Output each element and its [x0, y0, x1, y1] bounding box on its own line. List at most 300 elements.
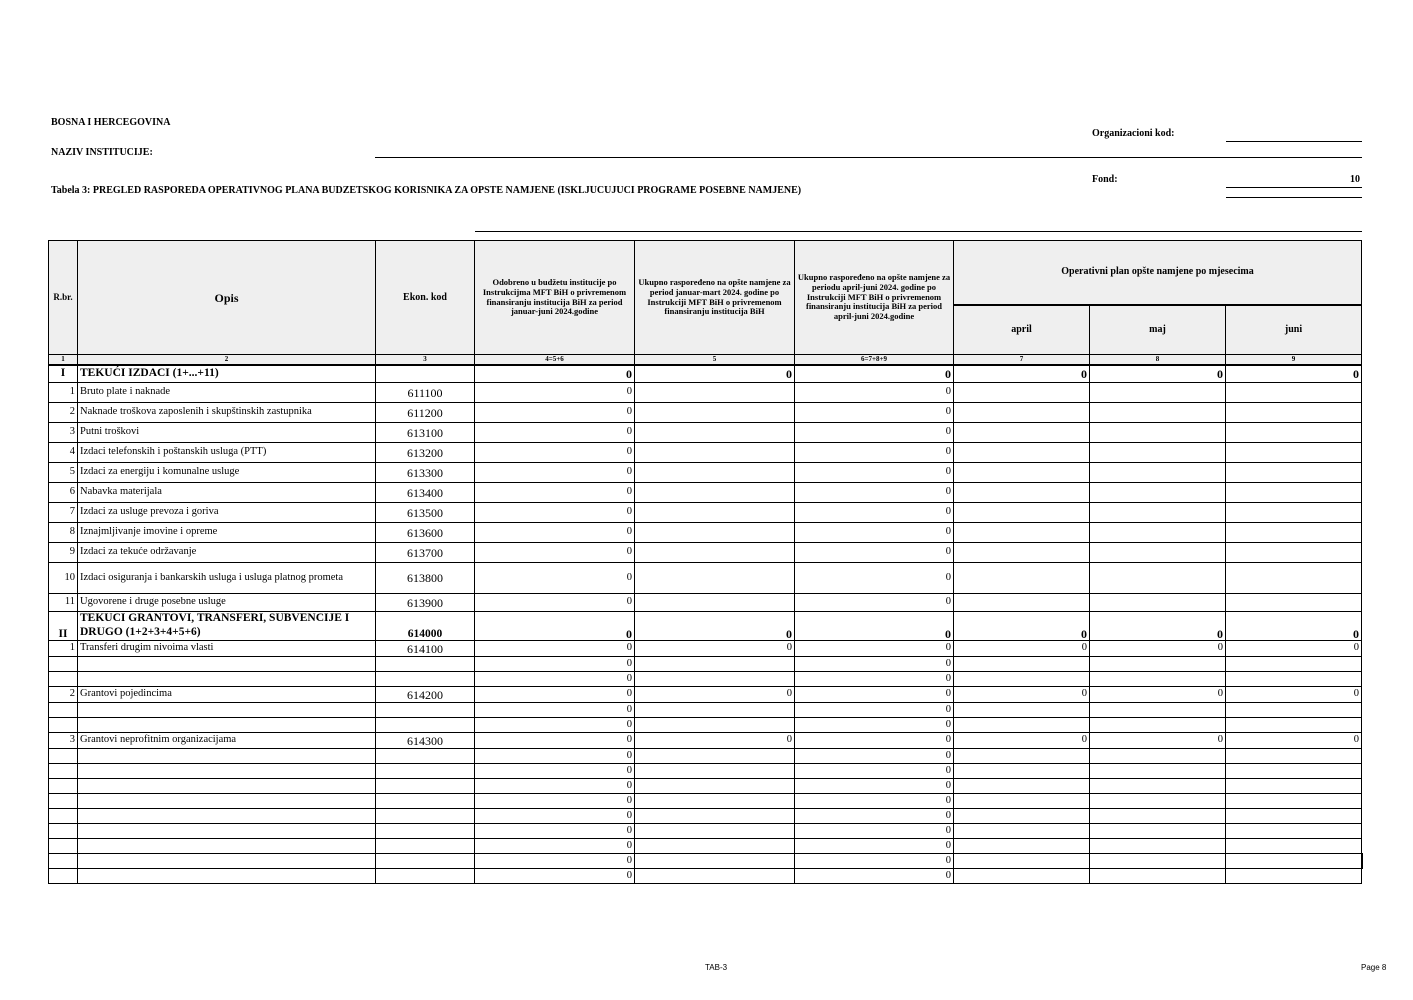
column-number: 9 — [1226, 355, 1362, 365]
row-number-cell[interactable]: 5 — [49, 463, 78, 483]
amount-cell[interactable] — [1226, 503, 1362, 523]
description-cell[interactable]: Ugovorene i druge posebne usluge — [78, 594, 376, 612]
amount-cell[interactable] — [635, 779, 795, 794]
description-cell[interactable] — [78, 672, 376, 687]
amount-cell[interactable]: 0 — [475, 703, 635, 718]
amount-cell[interactable] — [635, 839, 795, 854]
row-number-cell[interactable] — [49, 764, 78, 779]
description-cell[interactable] — [78, 657, 376, 672]
description-cell[interactable] — [78, 809, 376, 824]
economic-code-cell[interactable] — [376, 824, 475, 839]
amount-cell[interactable]: 0 — [795, 764, 954, 779]
table-top-rule — [475, 231, 1362, 232]
amount-cell[interactable] — [635, 423, 795, 443]
economic-code-cell[interactable] — [376, 718, 475, 733]
row-number-cell[interactable] — [49, 794, 78, 809]
amount-cell[interactable]: 0 — [795, 365, 954, 383]
amount-cell[interactable] — [635, 523, 795, 543]
row-number-cell[interactable] — [49, 749, 78, 764]
amount-cell[interactable] — [1090, 869, 1226, 884]
amount-cell[interactable] — [954, 672, 1090, 687]
amount-cell[interactable]: 0 — [795, 523, 954, 543]
amount-cell[interactable]: 0 — [475, 423, 635, 443]
amount-cell[interactable]: 0 — [795, 733, 954, 749]
amount-cell[interactable] — [1226, 523, 1362, 543]
amount-cell[interactable]: 0 — [795, 641, 954, 657]
header-april: april — [954, 305, 1090, 355]
description-cell[interactable]: Izdaci osiguranja i bankarskih usluga i usluga platnog prometa — [78, 563, 376, 594]
amount-cell[interactable]: 0 — [795, 423, 954, 443]
amount-cell[interactable]: 0 — [795, 483, 954, 503]
amount-cell[interactable]: 0 — [635, 612, 795, 641]
amount-cell[interactable] — [954, 794, 1090, 809]
column-number: 1 — [49, 355, 78, 365]
amount-cell[interactable] — [954, 443, 1090, 463]
amount-cell[interactable]: 0 — [954, 641, 1090, 657]
row-number-cell[interactable] — [49, 854, 78, 869]
amount-cell[interactable] — [1226, 779, 1362, 794]
description-cell[interactable]: Transferi drugim nivoima vlasti — [78, 641, 376, 657]
amount-cell[interactable]: 0 — [475, 839, 635, 854]
header-maj: maj — [1090, 305, 1226, 355]
fund-label: Fond: — [1092, 174, 1118, 185]
amount-cell[interactable]: 0 — [1090, 365, 1226, 383]
amount-cell[interactable]: 0 — [475, 403, 635, 423]
amount-cell[interactable]: 0 — [635, 641, 795, 657]
amount-cell[interactable] — [954, 503, 1090, 523]
amount-cell[interactable] — [954, 563, 1090, 594]
amount-cell[interactable] — [1090, 749, 1226, 764]
economic-code-cell[interactable] — [376, 869, 475, 884]
amount-cell[interactable] — [635, 483, 795, 503]
column-number: 6=7+8+9 — [795, 355, 954, 365]
amount-cell[interactable]: 0 — [795, 612, 954, 641]
economic-code-cell[interactable]: 613100 — [376, 423, 475, 443]
column-number: 2 — [78, 355, 376, 365]
amount-cell[interactable]: 0 — [475, 443, 635, 463]
column-number: 5 — [635, 355, 795, 365]
table-row — [49, 383, 1362, 403]
row-number-cell[interactable]: 7 — [49, 503, 78, 523]
amount-cell[interactable] — [1090, 543, 1226, 563]
description-cell[interactable] — [78, 824, 376, 839]
amount-cell[interactable]: 0 — [475, 749, 635, 764]
amount-cell[interactable]: 0 — [475, 383, 635, 403]
amount-cell[interactable] — [954, 839, 1090, 854]
row-number-cell[interactable]: 3 — [49, 733, 78, 749]
amount-cell[interactable]: 0 — [795, 563, 954, 594]
amount-cell[interactable] — [1226, 824, 1362, 839]
amount-cell[interactable] — [635, 594, 795, 612]
amount-cell[interactable]: 0 — [475, 563, 635, 594]
amount-cell[interactable]: 0 — [475, 463, 635, 483]
amount-cell[interactable] — [1226, 563, 1362, 594]
amount-cell[interactable] — [1090, 809, 1226, 824]
description-cell[interactable] — [78, 794, 376, 809]
amount-cell[interactable] — [954, 854, 1090, 869]
row-number-cell[interactable]: 2 — [49, 687, 78, 703]
description-cell[interactable] — [78, 839, 376, 854]
economic-code-cell[interactable] — [376, 365, 475, 383]
row-number-cell[interactable] — [49, 657, 78, 672]
amount-cell[interactable]: 0 — [795, 594, 954, 612]
amount-cell[interactable] — [1226, 839, 1362, 854]
amount-cell[interactable]: 0 — [795, 779, 954, 794]
amount-cell[interactable]: 0 — [954, 365, 1090, 383]
amount-cell[interactable] — [1226, 794, 1362, 809]
row-number-cell[interactable] — [49, 869, 78, 884]
amount-cell[interactable] — [1090, 839, 1226, 854]
row-number-cell[interactable]: 8 — [49, 523, 78, 543]
amount-cell[interactable] — [954, 779, 1090, 794]
amount-cell[interactable] — [1090, 703, 1226, 718]
amount-cell[interactable] — [635, 463, 795, 483]
table-row — [49, 809, 1362, 824]
amount-cell[interactable] — [954, 594, 1090, 612]
row-number-cell[interactable] — [49, 718, 78, 733]
amount-cell[interactable]: 0 — [795, 794, 954, 809]
row-number-cell[interactable]: II — [49, 612, 78, 641]
row-number-cell[interactable]: 2 — [49, 403, 78, 423]
description-cell[interactable]: Izdaci za energiju i komunalne usluge — [78, 463, 376, 483]
amount-cell[interactable] — [1090, 383, 1226, 403]
amount-cell[interactable] — [954, 463, 1090, 483]
amount-cell[interactable] — [954, 764, 1090, 779]
amount-cell[interactable] — [954, 523, 1090, 543]
description-cell[interactable] — [78, 854, 376, 869]
amount-cell[interactable]: 0 — [795, 854, 954, 869]
amount-cell[interactable]: 0 — [1226, 733, 1362, 749]
amount-cell[interactable]: 0 — [635, 733, 795, 749]
amount-cell[interactable] — [635, 824, 795, 839]
amount-cell[interactable] — [635, 869, 795, 884]
row-number-cell[interactable]: 11 — [49, 594, 78, 612]
amount-cell[interactable]: 0 — [795, 718, 954, 733]
economic-code-cell[interactable] — [376, 657, 475, 672]
amount-cell[interactable] — [1090, 523, 1226, 543]
amount-cell[interactable]: 0 — [475, 854, 635, 869]
amount-cell[interactable]: 0 — [475, 523, 635, 543]
amount-cell[interactable]: 0 — [954, 733, 1090, 749]
amount-cell[interactable] — [635, 563, 795, 594]
economic-code-cell[interactable]: 613500 — [376, 503, 475, 523]
economic-code-cell[interactable] — [376, 764, 475, 779]
amount-cell[interactable] — [1090, 718, 1226, 733]
table-row — [49, 523, 1362, 543]
amount-cell[interactable] — [1090, 423, 1226, 443]
amount-cell[interactable] — [1090, 503, 1226, 523]
institution-name-line[interactable] — [375, 157, 1362, 158]
economic-code-cell[interactable]: 613200 — [376, 443, 475, 463]
amount-cell[interactable] — [1226, 423, 1362, 443]
amount-cell[interactable] — [635, 403, 795, 423]
amount-cell[interactable]: 0 — [1226, 687, 1362, 703]
amount-cell[interactable]: 0 — [635, 365, 795, 383]
economic-code-cell[interactable]: 613800 — [376, 563, 475, 594]
amount-cell[interactable]: 0 — [475, 779, 635, 794]
amount-cell[interactable]: 0 — [475, 824, 635, 839]
amount-cell[interactable] — [1226, 594, 1362, 612]
amount-cell[interactable] — [635, 809, 795, 824]
description-cell[interactable]: Grantovi pojedincima — [78, 687, 376, 703]
column-number: 3 — [376, 355, 475, 365]
amount-cell[interactable] — [954, 703, 1090, 718]
amount-cell[interactable] — [1226, 672, 1362, 687]
amount-cell[interactable]: 0 — [475, 764, 635, 779]
row-number-cell[interactable] — [49, 672, 78, 687]
amount-cell[interactable] — [1226, 443, 1362, 463]
sheet-label: TAB-3 — [705, 963, 728, 972]
table-row — [49, 687, 1362, 703]
amount-cell[interactable]: 0 — [795, 687, 954, 703]
amount-cell[interactable] — [635, 383, 795, 403]
row-number-cell[interactable] — [49, 779, 78, 794]
economic-code-cell[interactable]: 611100 — [376, 383, 475, 403]
description-cell[interactable] — [78, 718, 376, 733]
amount-cell[interactable]: 0 — [475, 657, 635, 672]
amount-cell[interactable]: 0 — [1226, 612, 1362, 641]
column-number: 7 — [954, 355, 1090, 365]
description-cell[interactable]: Iznajmljivanje imovine i opreme — [78, 523, 376, 543]
amount-cell[interactable] — [1090, 779, 1226, 794]
amount-cell[interactable] — [1090, 794, 1226, 809]
row-number-cell[interactable] — [49, 824, 78, 839]
economic-code-cell[interactable] — [376, 839, 475, 854]
economic-code-cell[interactable]: 613700 — [376, 543, 475, 563]
amount-cell[interactable] — [635, 718, 795, 733]
amount-cell[interactable]: 0 — [475, 733, 635, 749]
description-cell[interactable] — [78, 764, 376, 779]
description-cell[interactable]: TEKUCI GRANTOVI, TRANSFERI, SUBVENCIJE I DRUGO (1+2+3+4+5+6) — [78, 612, 376, 641]
amount-cell[interactable] — [1090, 824, 1226, 839]
amount-cell[interactable]: 0 — [795, 503, 954, 523]
header-apr-jun-allocation: Ukupno raspoređeno na opšte namjene za periodu april-juni 2024. godine po Instrukciji MFT BiH o privremenom finansiranju institucija BiH za period april-juni 2024.godine — [795, 241, 954, 355]
amount-cell[interactable] — [1226, 543, 1362, 563]
amount-cell[interactable] — [954, 423, 1090, 443]
row-number-cell[interactable]: 1 — [49, 383, 78, 403]
description-cell[interactable]: Bruto plate i naknade — [78, 383, 376, 403]
economic-code-cell[interactable]: 614300 — [376, 733, 475, 749]
economic-code-cell[interactable] — [376, 854, 475, 869]
economic-code-cell[interactable]: 613300 — [376, 463, 475, 483]
row-number-cell[interactable]: 3 — [49, 423, 78, 443]
amount-cell[interactable] — [1090, 563, 1226, 594]
description-cell[interactable] — [78, 779, 376, 794]
amount-cell[interactable] — [1226, 809, 1362, 824]
economic-code-cell[interactable] — [376, 809, 475, 824]
amount-cell[interactable] — [1226, 869, 1362, 884]
amount-cell[interactable] — [1226, 749, 1362, 764]
amount-cell[interactable]: 0 — [795, 869, 954, 884]
amount-cell[interactable] — [635, 443, 795, 463]
amount-cell[interactable] — [635, 749, 795, 764]
amount-cell[interactable]: 0 — [1090, 641, 1226, 657]
country-label: BOSNA I HERCEGOVINA — [51, 117, 171, 128]
description-cell[interactable]: TEKUĆI IZDACI (1+...+11) — [78, 365, 376, 383]
table-row — [49, 839, 1362, 854]
economic-code-cell[interactable]: 614000 — [376, 612, 475, 641]
economic-code-cell[interactable]: 614200 — [376, 687, 475, 703]
amount-cell[interactable]: 0 — [795, 383, 954, 403]
economic-code-cell[interactable]: 613600 — [376, 523, 475, 543]
org-code-label: Organizacioni kod: — [1092, 128, 1175, 139]
economic-code-cell[interactable]: 614100 — [376, 641, 475, 657]
amount-cell[interactable] — [1090, 443, 1226, 463]
amount-cell[interactable]: 0 — [1090, 733, 1226, 749]
table-row — [49, 703, 1362, 718]
amount-cell[interactable] — [1226, 854, 1362, 869]
amount-cell[interactable] — [635, 543, 795, 563]
amount-cell[interactable] — [635, 672, 795, 687]
row-number-cell[interactable] — [49, 809, 78, 824]
description-cell[interactable] — [78, 869, 376, 884]
table-row — [49, 483, 1362, 503]
amount-cell[interactable] — [1090, 657, 1226, 672]
row-number-cell[interactable]: 6 — [49, 483, 78, 503]
amount-cell[interactable]: 0 — [795, 463, 954, 483]
amount-cell[interactable]: 0 — [475, 612, 635, 641]
amount-cell[interactable]: 0 — [475, 794, 635, 809]
amount-cell[interactable]: 0 — [795, 809, 954, 824]
amount-cell[interactable] — [1226, 403, 1362, 423]
economic-code-cell[interactable] — [376, 672, 475, 687]
amount-cell[interactable] — [635, 854, 795, 869]
table-row — [49, 423, 1362, 443]
amount-cell[interactable] — [954, 749, 1090, 764]
amount-cell[interactable]: 0 — [1090, 612, 1226, 641]
amount-cell[interactable]: 0 — [475, 641, 635, 657]
amount-cell[interactable]: 0 — [475, 687, 635, 703]
row-number-cell[interactable] — [49, 839, 78, 854]
amount-cell[interactable] — [1090, 463, 1226, 483]
amount-cell[interactable]: 0 — [475, 543, 635, 563]
amount-cell[interactable]: 0 — [475, 672, 635, 687]
amount-cell[interactable] — [1090, 854, 1226, 869]
economic-code-cell[interactable]: 613400 — [376, 483, 475, 503]
table-row — [49, 612, 1362, 641]
table-row — [49, 764, 1362, 779]
economic-code-cell[interactable] — [376, 749, 475, 764]
amount-cell[interactable]: 0 — [795, 703, 954, 718]
amount-cell[interactable] — [954, 657, 1090, 672]
amount-cell[interactable] — [1226, 483, 1362, 503]
economic-code-cell[interactable] — [376, 794, 475, 809]
amount-cell[interactable]: 0 — [795, 824, 954, 839]
amount-cell[interactable]: 0 — [475, 365, 635, 383]
amount-cell[interactable] — [1226, 718, 1362, 733]
amount-cell[interactable] — [635, 794, 795, 809]
description-cell[interactable]: Putni troškovi — [78, 423, 376, 443]
table-row — [49, 443, 1362, 463]
amount-cell[interactable] — [1090, 594, 1226, 612]
amount-cell[interactable]: 0 — [1226, 365, 1362, 383]
amount-cell[interactable]: 0 — [635, 687, 795, 703]
amount-cell[interactable] — [1226, 463, 1362, 483]
amount-cell[interactable] — [954, 543, 1090, 563]
amount-cell[interactable] — [635, 657, 795, 672]
amount-cell[interactable]: 0 — [475, 483, 635, 503]
amount-cell[interactable]: 0 — [954, 612, 1090, 641]
header-juni: juni — [1226, 305, 1362, 355]
amount-cell[interactable]: 0 — [795, 403, 954, 423]
amount-cell[interactable]: 0 — [1090, 687, 1226, 703]
amount-cell[interactable] — [954, 824, 1090, 839]
description-cell[interactable]: Nabavka materijala — [78, 483, 376, 503]
amount-cell[interactable]: 0 — [475, 503, 635, 523]
amount-cell[interactable] — [635, 503, 795, 523]
amount-cell[interactable]: 0 — [795, 749, 954, 764]
description-cell[interactable]: Grantovi neprofitnim organizacijama — [78, 733, 376, 749]
row-number-cell[interactable]: 1 — [49, 641, 78, 657]
amount-cell[interactable] — [954, 383, 1090, 403]
description-cell[interactable]: Izdaci telefonskih i poštanskih usluga (PTT) — [78, 443, 376, 463]
header-opis: Opis — [78, 241, 376, 355]
table-row — [49, 824, 1362, 839]
amount-cell[interactable] — [1226, 657, 1362, 672]
amount-cell[interactable]: 0 — [475, 594, 635, 612]
amount-cell[interactable] — [954, 809, 1090, 824]
economic-code-cell[interactable] — [376, 779, 475, 794]
amount-cell[interactable]: 0 — [475, 809, 635, 824]
table-row — [49, 543, 1362, 563]
amount-cell[interactable]: 0 — [795, 657, 954, 672]
amount-cell[interactable]: 0 — [795, 839, 954, 854]
amount-cell[interactable] — [1090, 764, 1226, 779]
amount-cell[interactable] — [1226, 383, 1362, 403]
description-cell[interactable] — [78, 703, 376, 718]
amount-cell[interactable] — [1226, 764, 1362, 779]
amount-cell[interactable] — [954, 483, 1090, 503]
amount-cell[interactable] — [1090, 483, 1226, 503]
row-number-cell[interactable]: I — [49, 365, 78, 383]
row-number-cell[interactable]: 10 — [49, 563, 78, 594]
page-number: Page 8 — [1361, 963, 1387, 972]
amount-cell[interactable]: 0 — [475, 718, 635, 733]
amount-cell[interactable] — [954, 403, 1090, 423]
table-row — [49, 365, 1362, 383]
amount-cell[interactable]: 0 — [795, 443, 954, 463]
amount-cell[interactable] — [954, 869, 1090, 884]
description-cell[interactable]: Naknade troškova zaposlenih i skupštinskih zastupnika — [78, 403, 376, 423]
amount-cell[interactable]: 0 — [795, 543, 954, 563]
economic-code-cell[interactable] — [376, 703, 475, 718]
amount-cell[interactable]: 0 — [954, 687, 1090, 703]
description-cell[interactable]: Izdaci za tekuće održavanje — [78, 543, 376, 563]
table-row — [49, 794, 1362, 809]
description-cell[interactable] — [78, 749, 376, 764]
economic-code-cell[interactable]: 611200 — [376, 403, 475, 423]
amount-cell[interactable] — [635, 764, 795, 779]
org-code-line[interactable] — [1226, 141, 1362, 142]
amount-cell[interactable] — [954, 718, 1090, 733]
amount-cell[interactable] — [1090, 672, 1226, 687]
description-cell[interactable]: Izdaci za usluge prevoza i goriva — [78, 503, 376, 523]
amount-cell[interactable] — [635, 703, 795, 718]
row-number-cell[interactable]: 4 — [49, 443, 78, 463]
economic-code-cell[interactable]: 613900 — [376, 594, 475, 612]
table-row — [49, 641, 1362, 657]
amount-cell[interactable]: 0 — [1226, 641, 1362, 657]
amount-cell[interactable] — [1226, 703, 1362, 718]
row-number-cell[interactable]: 9 — [49, 543, 78, 563]
table-row — [49, 503, 1362, 523]
amount-cell[interactable] — [1090, 403, 1226, 423]
header-rbr: R.br. — [49, 241, 78, 355]
row-number-cell[interactable] — [49, 703, 78, 718]
amount-cell[interactable]: 0 — [795, 672, 954, 687]
amount-cell[interactable]: 0 — [475, 869, 635, 884]
table-row — [49, 854, 1362, 869]
